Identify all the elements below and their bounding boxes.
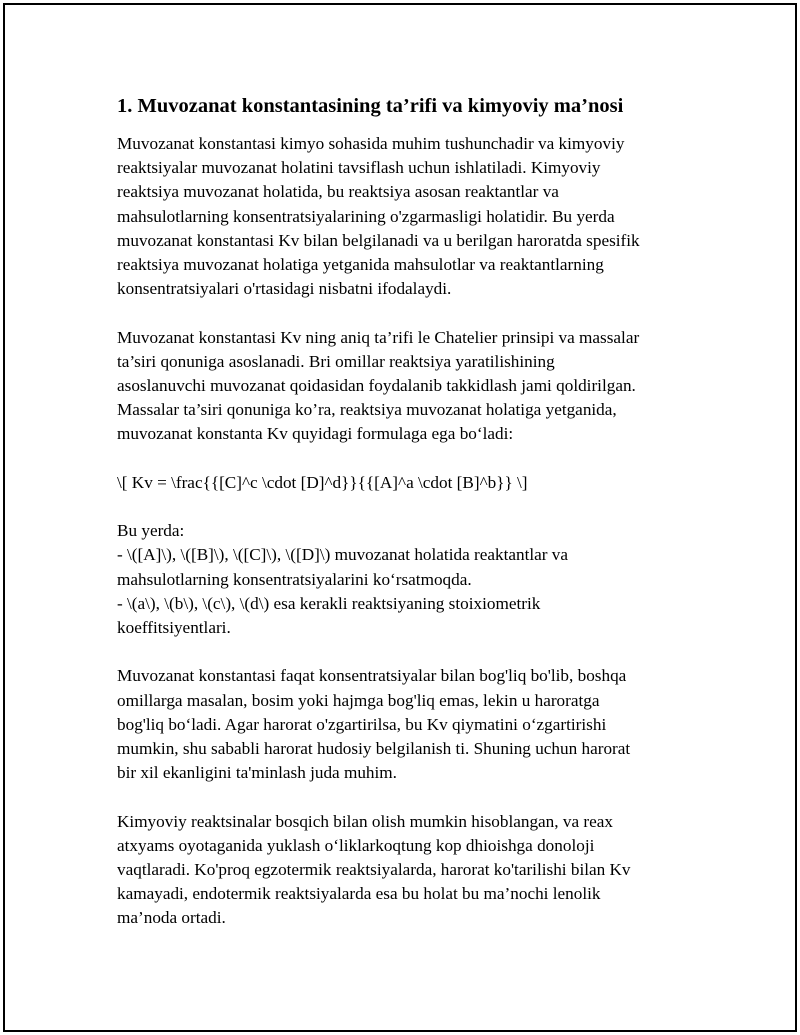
text-line: asoslanuvchi muvozanat qoidasidan foydalanib takkidlash jami qoldirilgan.: [117, 376, 636, 396]
text-line: Muvozanat konstantasi kimyo sohasida muhim tushunchadir va kimyoviy: [117, 134, 625, 153]
paragraph-temperature: [117, 664, 687, 785]
document-body: [117, 92, 687, 955]
text-line: muvozanat konstantasi Kv bilan belgilanadi va u berilgan haroratda spesifik: [117, 230, 640, 250]
text-line: mumkin, shu sababli harorat hudosiy belgilanish ti. Shuning uchun harorat: [117, 739, 631, 759]
text-line: konsentratsiyalari o'rtasidagi nisbatni ifodalaydi.: [117, 279, 452, 299]
text-line: vaqtlaradi. Ko'proq egzotermik reaktsiyalarda, harorat ko'tarilishi bilan Kv: [117, 860, 631, 880]
text-line: kamayadi, endotermik reaktsiyalarda esa bu holat bu ma’nochi lenolik: [117, 884, 601, 904]
text-line: Bu yerda:: [117, 521, 185, 541]
section-heading: 1. Muvozanat konstantasining ta’rifi va kimyoviy ma’nosi: [117, 95, 624, 117]
text-line: mahsulotlarning konsentratsiyalarini ko‘rsatmoqda.: [117, 569, 472, 589]
text-line: Massalar ta’siri qonuniga ko’ra, reaktsiya muvozanat holatiga yetganida,: [117, 400, 617, 420]
text-line: ta’siri qonuniga asoslanadi. Bri omillar reaktsiya yaratilishining: [117, 351, 555, 371]
text-line: reaktsiya muvozanat holatiga yetganida mahsulotlar va reaktantlarning: [117, 255, 604, 275]
text-line: Muvozanat konstantasi faqat konsentratsiyalar bilan bog'liq bo'lib, boshqa: [117, 666, 627, 686]
paragraph-legend: [117, 519, 687, 640]
text-line: reaktsiyalar muvozanat holatini tavsiflash uchun ishlatiladi. Kimyoviy: [117, 158, 601, 178]
text-line: Kimyoviy reaktsinalar bosqich bilan olish mumkin hisoblangan, va reax: [117, 811, 613, 831]
text-line: koeffitsiyentlari.: [117, 618, 231, 638]
text-line: bog'liq bo‘ladi. Agar harorat o'zgartirilsa, bu Kv qiymatini o‘zgartirishi: [117, 714, 607, 734]
paragraph-reactions: [117, 810, 687, 931]
text-line: reaktsiya muvozanat holatida, bu reaktsiya asosan reaktantlar va: [117, 182, 559, 202]
text-line: atxyams oyotaganida yuklash o‘liklarkoqtung kop dhioishga donoloji: [117, 835, 595, 855]
text-line: bir xil ekanligini ta'minlash juda muhim.: [117, 763, 397, 783]
text-line: muvozanat konstanta Kv quyidagi formulaga ega bo‘ladi:: [117, 424, 514, 444]
formula-text: \[ Kv = \frac{{[C]^c \cdot [D]^d}}{{[A]^a \cdot [B]^b}} \]: [117, 472, 528, 492]
text-line: omillarga masalan, bosim yoki hajmga bog'liq emas, lekin u haroratga: [117, 690, 600, 710]
text-line: ma’noda ortadi.: [117, 908, 226, 928]
list-item: - \(a\), \(b\), \(c\), \(d\) esa kerakli reaktsiyaning stoixiometrik: [117, 593, 541, 613]
text-line: mahsulotlarning konsentratsiyalarining o'zgarmasligi holatidir. Bu yerda: [117, 206, 615, 226]
paragraph-mass-action: [117, 326, 687, 447]
text-line: Muvozanat konstantasi Kv ning aniq ta’rifi le Chatelier prinsipi va massalar: [117, 327, 640, 347]
formula-line: [117, 471, 687, 495]
list-item: - \([A]\), \([B]\), \([C]\), \([D]\) muvozanat holatida reaktantlar va: [117, 545, 568, 565]
paragraph-definition: [117, 132, 687, 301]
